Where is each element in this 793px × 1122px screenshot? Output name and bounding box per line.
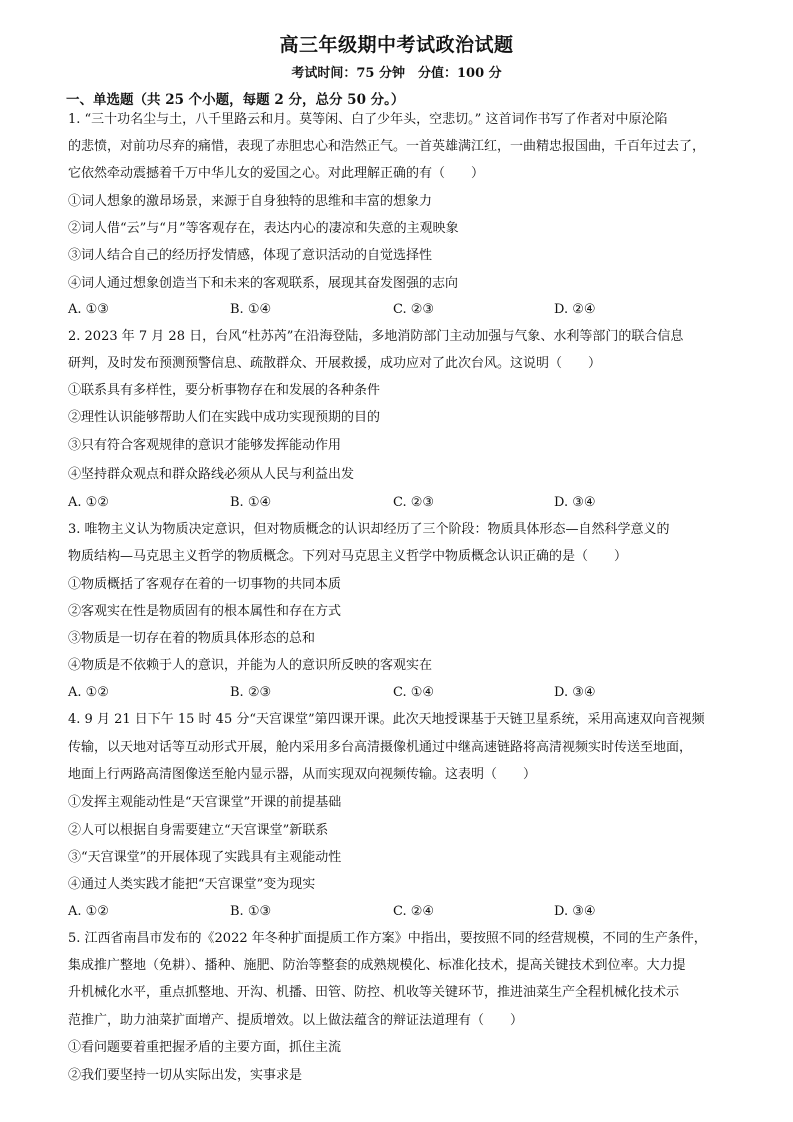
choice-a: A. ①② <box>68 685 109 700</box>
statement-option: ①发挥主观能动性是“天宫课堂”开课的前提基础 <box>68 795 342 810</box>
statement-option: ③只有符合客观规律的意识才能够发挥能动作用 <box>68 438 342 453</box>
statement-option: ④物质是不依赖于人的意识，并能为人的意识所反映的客观实在 <box>68 658 433 673</box>
question-stem-line: 它依然牵动震撼着千万中华儿女的爱国之心。对此理解正确的有（ ） <box>68 166 485 181</box>
question-stem-line: 1. “三十功名尘与土，八千里路云和月。莫等闲、白了少年头，空悲切。” 这首词作书写了作者对中原沦陷 <box>68 112 668 127</box>
choice-d: D. ②④ <box>554 302 596 317</box>
question-stem-line: 传输，以天地对话等互动形式开展，舱内采用多台高清摄像机通过中继高速链路将高清视频实时传送至地面， <box>68 740 693 755</box>
question-stem-line: 2. 2023 年 7 月 28 日，台风“杜苏芮”在沿海登陆，多地消防部门主动加强与气象、水利等部门的联合信息 <box>68 329 684 344</box>
choice-d: D. ③④ <box>554 685 596 700</box>
statement-option: ②词人借“云”与“月”等客观存在，表达内心的凄凉和失意的主观映象 <box>68 221 459 236</box>
statement-option: ④坚持群众观点和群众路线必须从人民与利益出发 <box>68 467 355 482</box>
choice-b: B. ②③ <box>230 685 272 700</box>
statement-option: ③“天宫课堂”的开展体现了实践具有主观能动性 <box>68 850 342 865</box>
choice-a: A. ①② <box>68 495 109 510</box>
choice-b: B. ①④ <box>230 302 272 317</box>
section-heading: 一、单选题（共 25 个小题，每题 2 分，总分 50 分。） <box>66 92 405 108</box>
question-stem-line: 范推广，助力油菜扩面增产、提质增效。以上做法蕴含的辩证法道理有（ ） <box>68 1013 524 1028</box>
question-stem-line: 4. 9 月 21 日下午 15 时 45 分“天宫课堂”第四课开课。此次天地授课基于天链卫星系统，采用高速双向音视频 <box>68 712 705 727</box>
exam-info: 考试时间：75 分钟 分值：100 分 <box>291 66 502 81</box>
statement-option: ①联系具有多样性，要分析事物存在和发展的各种条件 <box>68 383 381 398</box>
statement-option: ①词人想象的激昂场景，来源于自身独特的思维和丰富的想象力 <box>68 194 433 209</box>
page-title: 高三年级期中考试政治试题 <box>279 34 514 56</box>
statement-option: ④词人通过想象创造当下和未来的客观联系，展现其奋发图强的志向 <box>68 276 459 291</box>
choice-d: D. ③④ <box>554 904 596 919</box>
question-stem-line: 的悲愤，对前功尽弃的痛惜，表现了赤胆忠心和浩然正气。一首英雄满江红，一曲精忠报国曲，千百年过去了， <box>68 139 706 154</box>
statement-option: ①看问题要着重把握矛盾的主要方面，抓住主流 <box>68 1040 342 1055</box>
statement-option: ②我们要坚持一切从实际出发，实事求是 <box>68 1068 303 1083</box>
question-stem-line: 物质结构—马克思主义哲学的物质概念。下列对马克思主义哲学中物质概念认识正确的是（ ） <box>68 549 628 564</box>
question-stem-line: 3. 唯物主义认为物质决定意识，但对物质概念的认识却经历了三个阶段：物质具体形态—自然科学意义的 <box>68 522 670 537</box>
choice-c: C. ①④ <box>393 685 435 700</box>
choice-b: B. ①③ <box>230 904 272 919</box>
choice-b: B. ①④ <box>230 495 272 510</box>
question-stem-line: 升机械化水平，重点抓整地、开沟、机播、田管、防控、机收等关键环节，推进油菜生产全程机械化技术示 <box>68 985 680 1000</box>
question-stem-line: 研判，及时发布预测预警信息、疏散群众、开展救援，成功应对了此次台风。这说明（ ） <box>68 356 602 371</box>
statement-option: ④通过人类实践才能把“天宫课堂”变为现实 <box>68 877 316 892</box>
question-stem-line: 地面上行两路高清图像送至舱内显示器，从而实现双向视频传输。这表明（ ） <box>68 767 537 782</box>
choice-c: C. ②④ <box>393 904 435 919</box>
choice-c: C. ②③ <box>393 302 435 317</box>
choice-c: C. ②③ <box>393 495 435 510</box>
statement-option: ②理性认识能够帮助人们在实践中成功实现预期的目的 <box>68 410 381 425</box>
statement-option: ②客观实在性是物质固有的根本属性和存在方式 <box>68 604 342 619</box>
question-stem-line: 5. 江西省南昌市发布的《2022 年冬种扩面提质工作方案》中指出，要按照不同的经营规模，不同的生产条件， <box>68 931 707 946</box>
choice-a: A. ①② <box>68 904 109 919</box>
statement-option: ③词人结合自己的经历抒发情感，体现了意识活动的自觉选择性 <box>68 248 433 263</box>
statement-option: ②人可以根据自身需要建立“天宫课堂”新联系 <box>68 823 329 838</box>
choice-a: A. ①③ <box>68 302 109 317</box>
statement-option: ①物质概括了客观存在着的一切事物的共同本质 <box>68 577 342 592</box>
question-stem-line: 集成推广整地（免耕）、播种、施肥、防治等整套的成熟规模化、标准化技术，提高关键技术到位率。大力提 <box>68 958 686 973</box>
statement-option: ③物质是一切存在着的物质具体形态的总和 <box>68 631 316 646</box>
choice-d: D. ③④ <box>554 495 596 510</box>
